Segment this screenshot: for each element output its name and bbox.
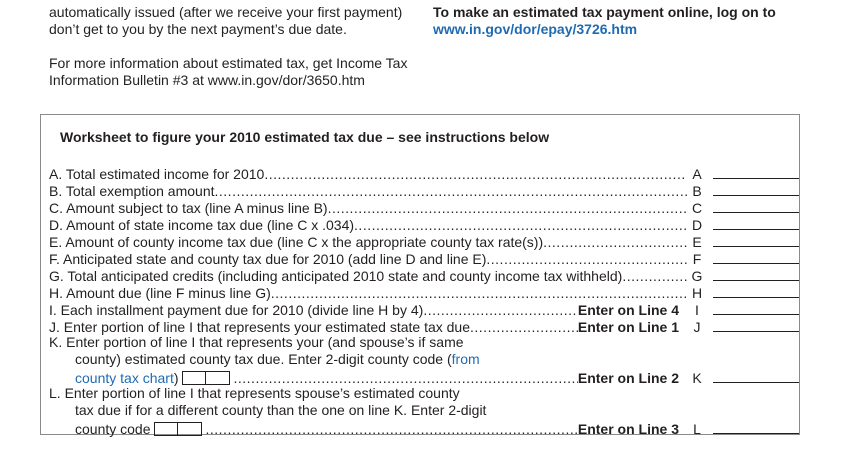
enter-on-line-1: Enter on Line 1 [577, 319, 679, 335]
enter-on-line-3: Enter on Line 3 [577, 421, 679, 437]
county-code-k-digit-2[interactable] [206, 371, 230, 385]
line-f-entry[interactable] [713, 249, 799, 264]
info-line-1: For more information about estimated tax, get Income Tax [49, 55, 408, 71]
worksheet-line-i [49, 300, 799, 317]
county-tax-chart-link-2[interactable]: county tax chart [75, 370, 174, 386]
worksheet-line-d [49, 215, 799, 232]
worksheet-line-k [75, 368, 799, 385]
line-d-letter: D [691, 217, 703, 233]
epay-link[interactable]: www.in.gov/dor/epay/3726.htm [433, 21, 638, 37]
county-tax-chart-link-1[interactable]: from [451, 351, 480, 367]
line-j-entry[interactable] [713, 317, 799, 332]
line-j-label: J. Enter portion of line I that represents your estimated state tax due [49, 319, 471, 335]
line-c-entry[interactable] [713, 198, 799, 213]
line-f-letter: F [692, 251, 702, 267]
intro-left-line-1: automatically issued (after we receive your first payment) [49, 4, 403, 20]
worksheet-line-g [49, 266, 799, 283]
info-line-2: Information Bulletin #3 at www.in.gov/dor/3650.htm [49, 72, 365, 88]
line-k-label-2a: county) estimated county tax due. Enter 2-digit county code ( [75, 351, 452, 367]
line-g-letter: G [691, 268, 703, 284]
county-code-l-digit-1[interactable] [154, 422, 178, 436]
leader-dots [470, 319, 578, 336]
line-h-entry[interactable] [713, 283, 799, 298]
worksheet-line-h [49, 283, 799, 300]
line-l-label-1: L. Enter portion of line I that represents spouse’s estimated county [49, 385, 460, 401]
intro-left-line-2: don’t get to you by the next payment’s due date. [49, 21, 347, 37]
line-g-label: G. Total anticipated credits (including anticipated 2010 state and county income tax withheld) [49, 268, 623, 284]
worksheet-line-j [49, 317, 799, 334]
line-b-label: B. Total exemption amount [49, 183, 215, 199]
leader-dots [206, 421, 578, 438]
line-g-entry[interactable] [713, 266, 799, 281]
line-e-entry[interactable] [713, 232, 799, 247]
county-code-l-digit-2[interactable] [178, 422, 202, 436]
line-i-entry[interactable] [713, 300, 799, 315]
line-c-letter: C [691, 200, 703, 216]
line-d-entry[interactable] [713, 215, 799, 230]
line-j-letter: J [693, 319, 701, 335]
worksheet-line-a [49, 164, 799, 181]
line-k-label-2 [75, 351, 480, 368]
line-a-entry[interactable] [713, 164, 799, 179]
line-b-letter: B [692, 183, 702, 199]
line-a-label: A. Total estimated income for 2010 [49, 166, 265, 182]
line-l-label-2: tax due if for a different county than the one on line K. Enter 2-digit [75, 402, 487, 418]
county-code-l [151, 421, 202, 438]
line-i-letter: I [695, 302, 699, 318]
worksheet-line-f [49, 249, 799, 266]
worksheet-line-c [49, 198, 799, 215]
line-c-label: C. Amount subject to tax (line A minus line B) [49, 200, 328, 216]
line-f-label: F. Anticipated state and county tax due for 2010 (add line D and line E) [49, 251, 487, 267]
line-h-label: H. Amount due (line F minus line G) [49, 285, 271, 301]
line-i-label: I. Each installment payment due for 2010 (divide line H by 4) [49, 302, 424, 318]
line-k-entry[interactable] [713, 368, 799, 383]
worksheet-line-l [75, 419, 799, 436]
enter-on-line-2: Enter on Line 2 [577, 370, 679, 386]
line-l-letter: L [693, 421, 701, 437]
line-a-letter: A [692, 166, 702, 182]
worksheet-line-b [49, 181, 799, 198]
line-k-paren: ) [173, 370, 179, 386]
online-payment-text: To make an estimated tax payment online, log on to [433, 4, 776, 20]
line-k-letter: K [692, 370, 702, 386]
line-l-label-3: county code [75, 421, 151, 437]
line-e-letter: E [692, 234, 702, 250]
line-b-entry[interactable] [713, 181, 799, 196]
line-e-label: E. Amount of county income tax due (line C x the appropriate county tax rate(s)) [49, 234, 544, 250]
enter-on-line-4: Enter on Line 4 [577, 302, 679, 318]
line-k-label-1: K. Enter portion of line I that represents your (and spouse’s if same [49, 334, 464, 350]
line-d-label: D. Amount of state income tax due (line C x .034) [49, 217, 355, 233]
line-l-entry[interactable] [713, 419, 799, 434]
worksheet-title: Worksheet to figure your 2010 estimated tax due – see instructions below [60, 129, 550, 145]
worksheet-line-e [49, 232, 799, 249]
county-code-k-digit-1[interactable] [182, 371, 206, 385]
line-h-letter: H [691, 285, 703, 301]
